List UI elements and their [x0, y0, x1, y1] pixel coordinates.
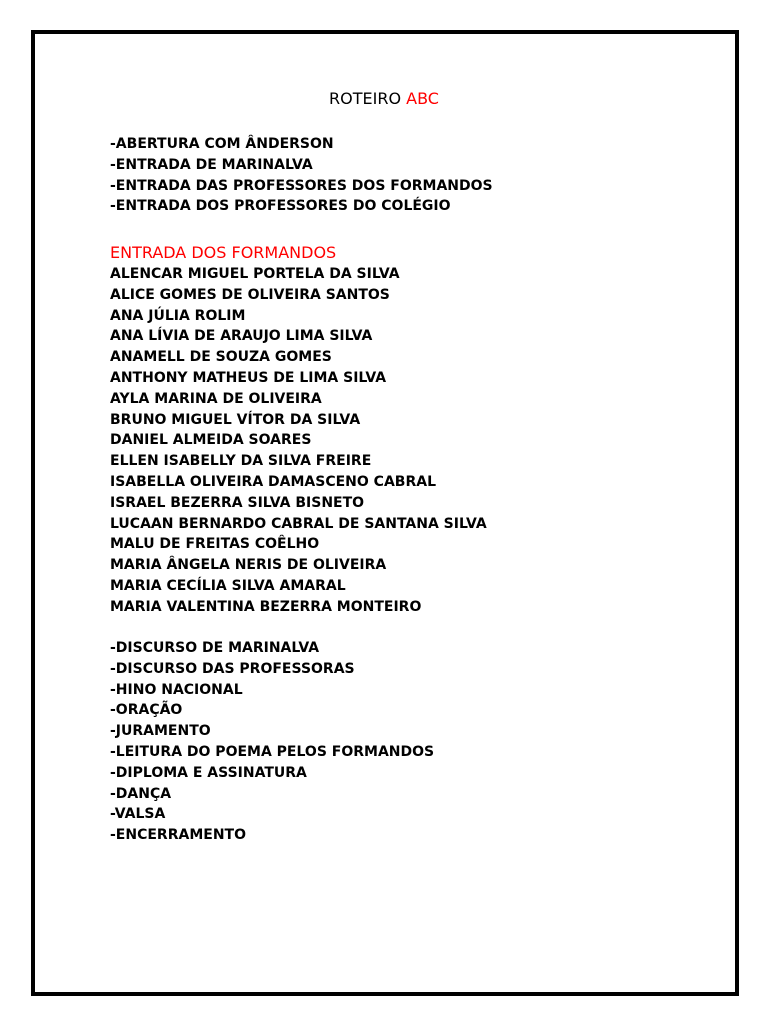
student-name: MARIA ÂNGELA NERIS DE OLIVEIRA — [110, 557, 387, 574]
students-heading: ENTRADA DOS FORMANDOS — [110, 243, 337, 262]
student-name: ANTHONY MATHEUS DE LIMA SILVA — [110, 369, 387, 386]
student-name: DANIEL ALMEIDA SOARES — [110, 432, 312, 449]
ceremony-item: -DIPLOMA E ASSINATURA — [110, 764, 307, 781]
student-name: ANAMELL DE SOUZA GOMES — [110, 349, 332, 366]
student-name: ANA LÍVIA DE ARAUJO LIMA SILVA — [110, 328, 373, 345]
student-name: ALENCAR MIGUEL PORTELA DA SILVA — [110, 266, 400, 282]
title-main: ROTEIRO — [329, 89, 402, 108]
intro-list — [110, 134, 493, 217]
student-name: AYLA MARINA DE OLIVEIRA — [110, 390, 322, 407]
intro-item: -ENTRADA DAS PROFESSORES DOS FORMANDOS — [110, 177, 493, 194]
student-name: MARIA CECÍLIA SILVA AMARAL — [110, 577, 346, 594]
intro-item: -ABERTURA COM ÂNDERSON — [110, 136, 334, 152]
intro-item: -ENTRADA DOS PROFESSORES DO COLÉGIO — [110, 198, 451, 215]
student-name: LUCAAN BERNARDO CABRAL DE SANTANA SILVA — [110, 515, 487, 532]
student-name: BRUNO MIGUEL VÍTOR DA SILVA — [110, 411, 361, 428]
ceremony-item: -HINO NACIONAL — [110, 681, 243, 698]
student-name: MARIA VALENTINA BEZERRA MONTEIRO — [110, 598, 422, 615]
ceremony-item: -ORAÇÃO — [110, 702, 183, 719]
student-name: ISRAEL BEZERRA SILVA BISNETO — [110, 494, 365, 511]
ceremony-item: -DANÇA — [110, 785, 172, 802]
title-accent: ABC — [406, 89, 439, 108]
page-title — [0, 88, 768, 110]
student-name: ELLEN ISABELLY DA SILVA FREIRE — [110, 453, 372, 470]
student-name: MALU DE FREITAS COÊLHO — [110, 536, 320, 553]
student-name: ALICE GOMES DE OLIVEIRA SANTOS — [110, 286, 390, 303]
students-list — [110, 264, 487, 618]
ceremony-item: -ENCERRAMENTO — [110, 827, 246, 844]
intro-item: -ENTRADA DE MARINALVA — [110, 156, 313, 173]
ceremony-item: -LEITURA DO POEMA PELOS FORMANDOS — [110, 743, 435, 760]
ceremony-list — [110, 638, 434, 846]
ceremony-item: -VALSA — [110, 806, 166, 823]
ceremony-item: -DISCURSO DAS PROFESSORAS — [110, 660, 355, 677]
ceremony-item: -JURAMENTO — [110, 723, 211, 740]
student-name: ISABELLA OLIVEIRA DAMASCENO CABRAL — [110, 473, 436, 490]
ceremony-item: -DISCURSO DE MARINALVA — [110, 640, 320, 656]
student-name: ANA JÚLIA ROLIM — [110, 307, 246, 324]
